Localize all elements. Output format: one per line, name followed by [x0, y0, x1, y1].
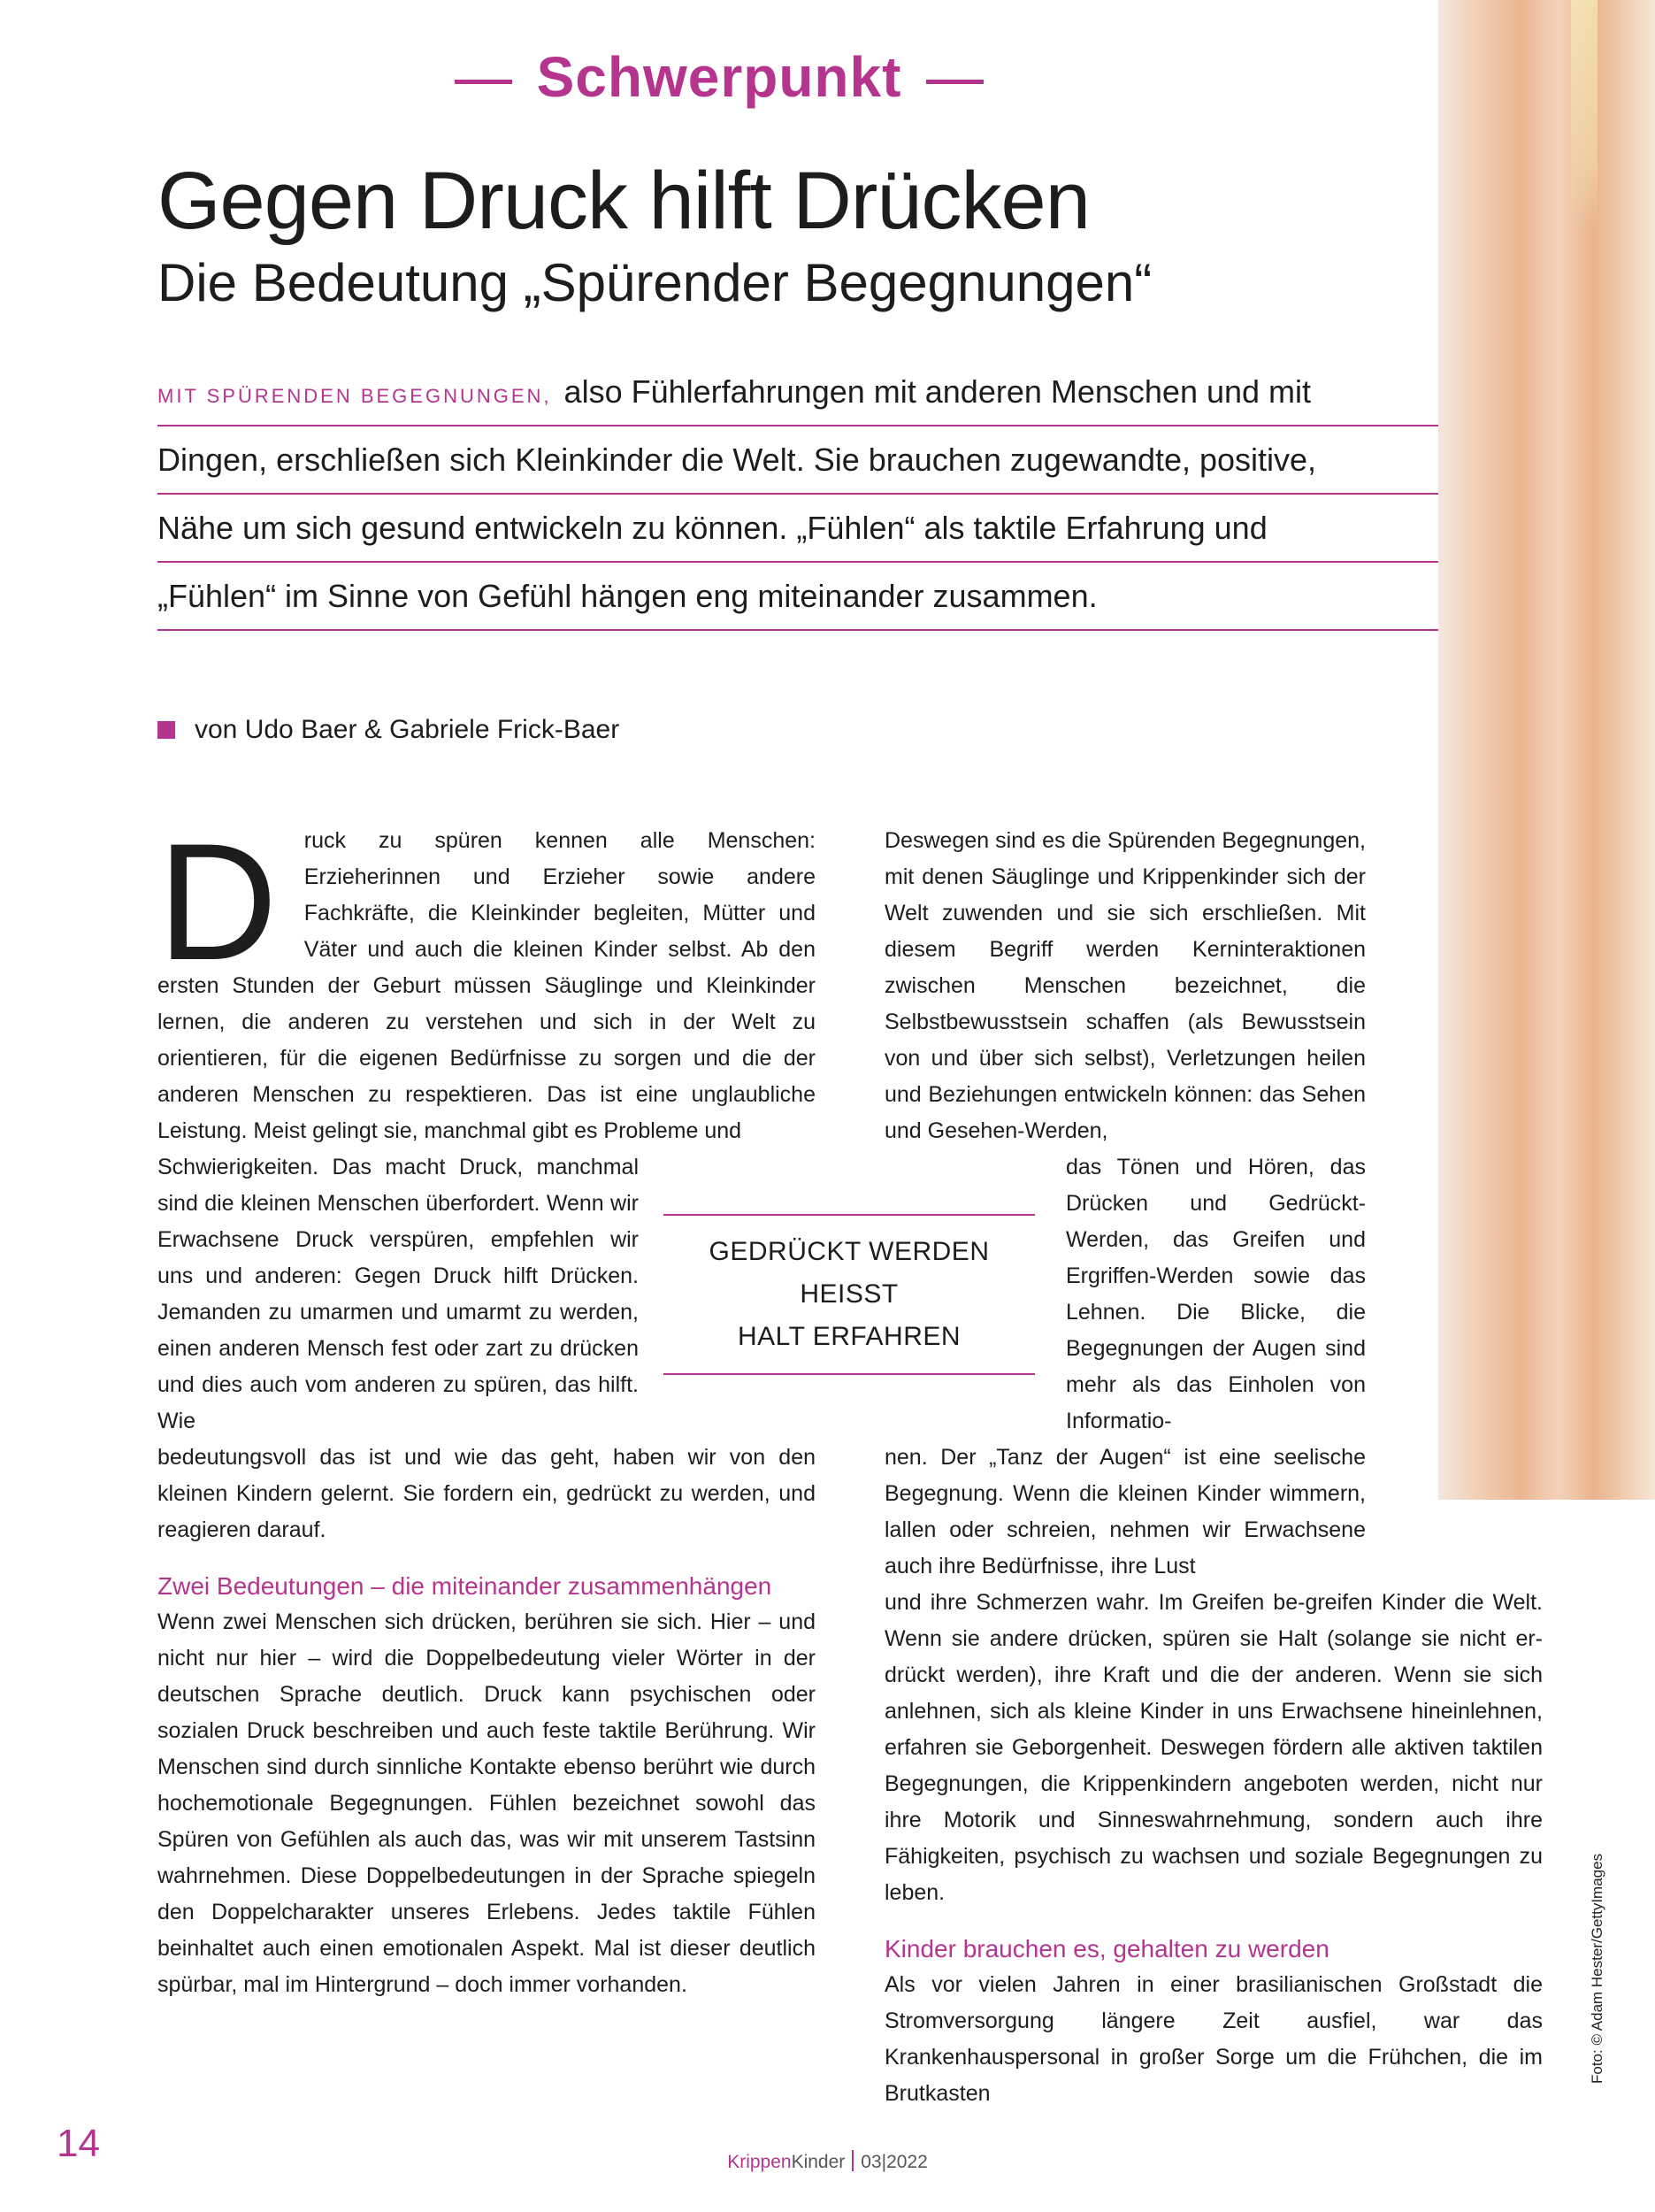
column-right — [885, 823, 1543, 2112]
article-title: Gegen Druck hilft Drücken — [157, 156, 1090, 246]
lead-line: Nähe um sich gesund entwickeln zu können. „Fühlen“ als taktile Erfahrung und — [157, 495, 1438, 563]
lead-line: Dingen, erschließen sich Kleinkinder die Welt. Sie brauchen zugewandte, positive, — [157, 426, 1438, 495]
section-label: Schwerpunkt — [536, 45, 902, 109]
footer-brand-part1: Krippen — [727, 2152, 792, 2172]
body-paragraph: und ihre Schmerzen wahr. Im Greifen be-greifen Kinder die Welt. Wenn sie andere drücken, spüren sie Halt (solange sie nicht er-drückt werden), ihre Kraft und die der anderen. Wenn sie sich anlehnen, sich als kleine Kinder in uns Erwachsene hineinlehnen, erfahren sie Geborgenheit. Deswegen fördern alle aktiven taktilen Begegnungen, die Krippenkindern angeboten werden, nicht nur ihre Motorik und Sinneswahrnehmung, sondern auch ihre Fähigkeiten, psychisch zu wachsen und soziale Begegnungen zu leben. — [885, 1590, 1543, 1905]
body-paragraph: Wenn zwei Menschen sich drücken, berühren sie sich. Hier – und nicht nur hier – wird die Doppelbedeutung vieler Wörter in der deutschen Sprache deutlich. Druck kann psychischen oder sozialen Druck beschreiben und auch feste taktile Berührung. Wir Menschen sind durch sinnliche Kontakte ebenso berührt wie durch hochemotionale Begegnungen. Fühlen bezeichnet sowohl das Spüren von Gefühlen als auch das, was wir mit unserem Tastsinn wahrnehmen. Diese Doppelbedeutungen in der Sprache spiegeln den Doppelcharakter unseres Erlebens. Jedes taktile Fühlen beinhaltet auch einen emotionalen Aspekt. Mal ist dieser deutlich spürbar, mal im Hintergrund – doch immer vorhanden. — [157, 1609, 816, 1997]
body-paragraph: ruck zu spüren kennen alle Menschen: Erzieherinnen und Erzieher sowie andere Fachkräfte, die Kleinkinder begleiten, Mütter und Väter und auch die kleinen Kinder selbst. Ab den ersten Stunden der Geburt müssen Säuglinge und Kleinkinder lernen, die anderen zu verstehen und sich in der Welt zu orientieren, für die eigenen Bedürfnisse zu sorgen und die der anderen Menschen zu respektieren. Das ist eine unglaubliche Leistung. Meist gelingt sie, manchmal gibt es Probleme und — [157, 828, 816, 1143]
footer-issue: 03|2022 — [861, 2152, 928, 2172]
body-paragraph: bedeutungsvoll das ist und wie das geht, haben wir von den kleinen Kindern gelernt. Sie fordern ein, gedrückt zu werden, und reagieren darauf. — [157, 1445, 816, 1542]
lead-line — [157, 358, 1438, 426]
pull-quote — [663, 1214, 1035, 1375]
lead-line: „Fühlen“ im Sinne von Gefühl hängen eng miteinander zusammen. — [157, 563, 1438, 631]
footer-brand-part2: Kinder — [791, 2152, 846, 2172]
article-subtitle: Die Bedeutung „Spürender Begegnungen“ — [157, 253, 1153, 312]
lead-caps: MIT SPÜRENDEN BEGEGNUNGEN, — [157, 385, 552, 407]
body-paragraph: Als vor vielen Jahren in einer brasilianischen Großstadt die Stromversorgung längere Zeit ausfiel, war das Krankenhauspersonal in großer Sorge um die Frühchen, die im Brutkasten — [885, 1972, 1543, 2106]
page-number: 14 — [57, 2122, 100, 2165]
subheading: Zwei Bedeutungen – die miteinander zusammenhängen — [157, 1572, 772, 1600]
body-paragraph: das Tönen und Hören, das Drücken und Gedrückt-Werden, das Greifen und Ergriffen-Werden sowie das Lehnen. Die Blicke, die Begegnungen der Augen sind mehr als das Einholen von Informatio- — [1066, 1155, 1366, 1433]
body-paragraph: Deswegen sind es die Spürenden Begegnungen, mit denen Säuglinge und Krippenkinder sich der Welt zuwenden und sie sich erschließen. Mit diesem Begriff werden Kerninteraktionen zwischen Menschen bezeichnet, die Selbstbewusstsein schaffen (als Bewusstsein von und über sich selbst), Verletzungen heilen und Beziehungen entwickeln können: das Sehen und Gesehen-Werden, — [885, 828, 1366, 1143]
lead-paragraph — [157, 358, 1438, 631]
pull-quote-line: HALT ERFAHREN — [737, 1322, 962, 1351]
section-kicker — [0, 44, 1655, 110]
pull-quote-line: GEDRÜCKT WERDEN HEISST — [709, 1237, 990, 1309]
byline-text: von Udo Baer & Gabriele Frick-Baer — [195, 715, 620, 744]
kicker-dash-left — [455, 80, 512, 84]
footer — [0, 2150, 1655, 2173]
photo-credit: Foto: © Adam Hester/GettyImages — [1589, 1853, 1605, 2084]
body-paragraph: nen. Der „Tanz der Augen“ ist eine seelische Begegnung. Wenn die kleinen Kinder wimmern, lallen oder schreien, nehmen wir Erwachsene auch ihre Bedürfnisse, ihre Lust — [885, 1445, 1366, 1578]
body-paragraph: Schwierigkeiten. Das macht Druck, manchmal sind die kleinen Menschen überfordert. Wenn wir Erwachsene Druck verspüren, empfehlen wir uns und anderen: Gegen Druck hilft Drücken. Jemanden zu umarmen und umarmt zu werden, einen anderen Mensch fest oder zart zu drücken und dies auch vom anderen zu spüren, das hilft. Wie — [157, 1155, 639, 1433]
subheading: Kinder brauchen es, gehalten zu werden — [885, 1935, 1329, 1962]
lead-text: also Fühlerfahrungen mit anderen Menschen und mit — [563, 373, 1312, 410]
column-left — [157, 809, 816, 2003]
byline — [157, 715, 619, 745]
byline-square-icon — [157, 721, 175, 739]
kicker-dash-right — [926, 80, 984, 84]
dropcap: D — [157, 809, 278, 995]
footer-separator — [852, 2150, 854, 2171]
